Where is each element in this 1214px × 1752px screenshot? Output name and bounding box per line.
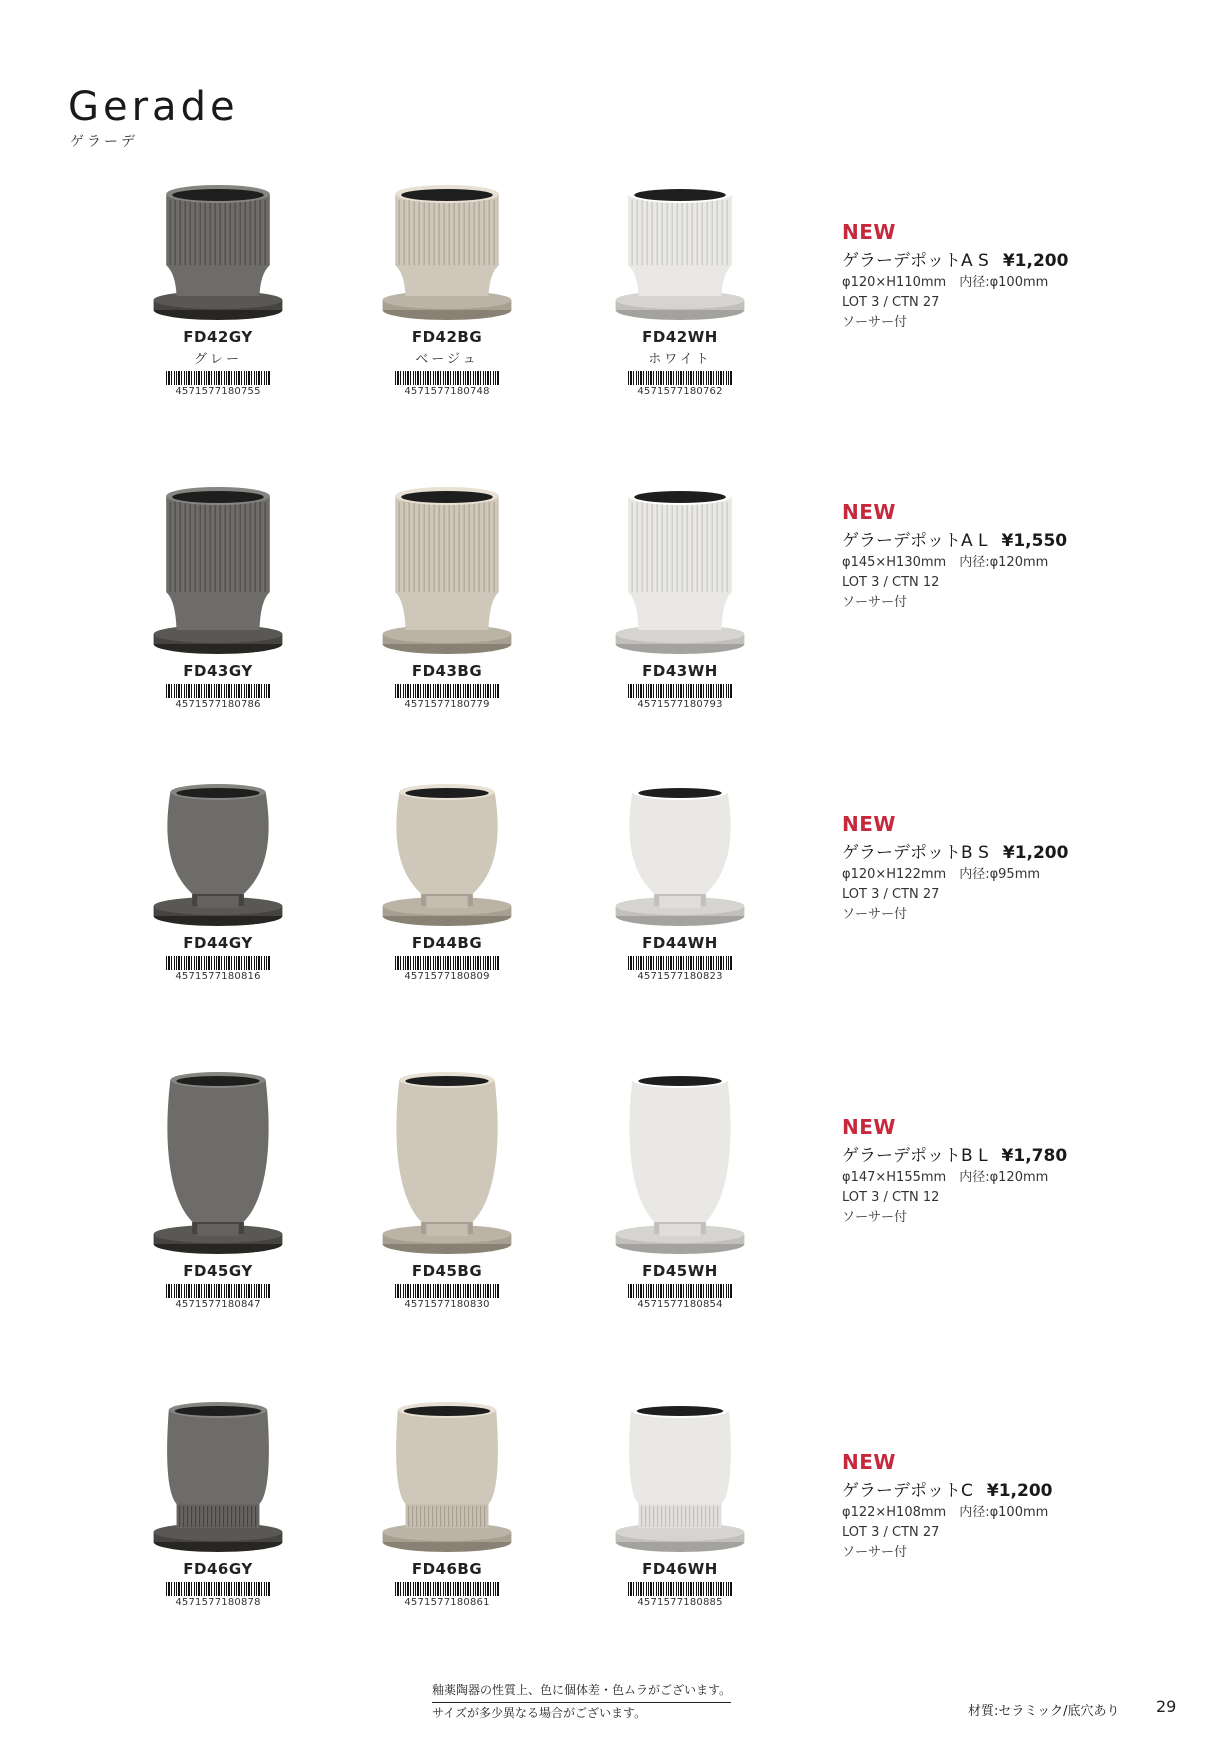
product-lot: LOT 3 / CTN 27 <box>842 1525 940 1540</box>
product-saucer: ソーサー付 <box>842 315 908 330</box>
pot-image <box>148 778 288 926</box>
product-code: FD44BG <box>411 934 483 952</box>
page-number: 29 <box>1156 1697 1177 1716</box>
product-code: FD44GY <box>183 934 253 952</box>
barcode <box>395 371 499 385</box>
jan-code: 4571577180755 <box>175 386 261 397</box>
product-name: ゲラーデポットA L <box>842 531 988 551</box>
product-name-line <box>842 526 1067 551</box>
note-size-variation: サイズが多少異なる場合がございます。 <box>432 1706 647 1720</box>
product-size: φ122×H108mm 内径:φ100mm <box>842 1505 1049 1520</box>
product-price: ¥1,200 <box>1002 251 1069 271</box>
product-spec <box>842 812 1068 923</box>
product-code: FD43WH <box>642 662 718 680</box>
product-item-fd46bg <box>372 1396 522 1608</box>
pot-image <box>148 1066 288 1254</box>
product-item-fd44wh <box>605 778 755 982</box>
pot-image <box>148 482 288 654</box>
barcode <box>628 956 732 970</box>
product-item-fd44gy <box>143 778 293 982</box>
product-spec <box>842 1450 1052 1561</box>
pot-image <box>610 1066 750 1254</box>
barcode <box>166 684 270 698</box>
product-item-fd42gy <box>143 180 293 397</box>
barcode <box>166 956 270 970</box>
barcode <box>395 684 499 698</box>
product-price: ¥1,780 <box>1001 1146 1068 1166</box>
product-item-fd46gy <box>143 1396 293 1608</box>
pot-image <box>377 778 517 926</box>
product-size: φ145×H130mm 内径:φ120mm <box>842 555 1049 570</box>
product-item-fd43gy <box>143 482 293 710</box>
product-spec <box>842 500 1067 611</box>
jan-code: 4571577180786 <box>175 699 261 710</box>
product-name-line <box>842 838 1068 863</box>
barcode <box>628 1284 732 1298</box>
product-item-fd45bg <box>372 1066 522 1310</box>
new-badge: NEW <box>842 1115 896 1139</box>
product-spec <box>842 220 1068 331</box>
product-lot: LOT 3 / CTN 27 <box>842 295 940 310</box>
new-badge: NEW <box>842 500 896 524</box>
jan-code: 4571577180878 <box>175 1597 261 1608</box>
product-code: FD43GY <box>183 662 253 680</box>
product-size: φ120×H110mm 内径:φ100mm <box>842 275 1049 290</box>
jan-code: 4571577180885 <box>637 1597 723 1608</box>
product-item-fd45gy <box>143 1066 293 1310</box>
color-name: ベージュ <box>415 352 479 367</box>
product-item-fd46wh <box>605 1396 755 1608</box>
jan-code: 4571577180793 <box>637 699 723 710</box>
product-item-fd44bg <box>372 778 522 982</box>
pot-image <box>377 1066 517 1254</box>
jan-code: 4571577180861 <box>404 1597 490 1608</box>
product-code: FD46WH <box>642 1560 718 1578</box>
product-code: FD46GY <box>183 1560 253 1578</box>
product-price: ¥1,550 <box>1001 531 1068 551</box>
barcode <box>395 1284 499 1298</box>
color-name: ホワイト <box>648 352 712 367</box>
page-title: Gerade <box>68 84 239 130</box>
product-saucer: ソーサー付 <box>842 595 908 610</box>
product-name-line <box>842 246 1068 271</box>
product-saucer: ソーサー付 <box>842 907 908 922</box>
page-subtitle: ゲラーデ <box>70 134 138 150</box>
product-spec <box>842 1115 1067 1226</box>
pot-image <box>377 180 517 320</box>
product-price: ¥1,200 <box>986 1481 1053 1501</box>
jan-code: 4571577180762 <box>637 386 723 397</box>
barcode <box>166 1582 270 1596</box>
pot-image <box>610 180 750 320</box>
jan-code: 4571577180847 <box>175 1299 261 1310</box>
jan-code: 4571577180816 <box>175 971 261 982</box>
pot-image <box>610 778 750 926</box>
product-code: FD42GY <box>183 328 253 346</box>
product-price: ¥1,200 <box>1002 843 1069 863</box>
product-code: FD45GY <box>183 1262 253 1280</box>
product-item-fd45wh <box>605 1066 755 1310</box>
product-saucer: ソーサー付 <box>842 1545 908 1560</box>
material-info: 材質:セラミック/底穴あり <box>968 1704 1120 1719</box>
barcode <box>628 1582 732 1596</box>
pot-image <box>148 180 288 320</box>
jan-code: 4571577180854 <box>637 1299 723 1310</box>
barcode <box>166 1284 270 1298</box>
product-size: φ147×H155mm 内径:φ120mm <box>842 1170 1049 1185</box>
product-name: ゲラーデポットC <box>842 1481 973 1501</box>
product-code: FD45BG <box>411 1262 483 1280</box>
new-badge: NEW <box>842 220 896 244</box>
new-badge: NEW <box>842 1450 896 1474</box>
barcode <box>166 371 270 385</box>
product-code: FD45WH <box>642 1262 718 1280</box>
color-name: グレー <box>193 352 242 367</box>
new-badge: NEW <box>842 812 896 836</box>
jan-code: 4571577180809 <box>404 971 490 982</box>
pot-image <box>377 1396 517 1552</box>
barcode <box>395 1582 499 1596</box>
pot-image <box>377 482 517 654</box>
product-code: FD42WH <box>642 328 718 346</box>
jan-code: 4571577180779 <box>404 699 490 710</box>
product-name-line <box>842 1476 1052 1501</box>
product-size: φ120×H122mm 内径:φ95mm <box>842 867 1041 882</box>
product-item-fd43wh <box>605 482 755 710</box>
barcode <box>628 684 732 698</box>
product-code: FD42BG <box>411 328 483 346</box>
product-name-line <box>842 1141 1067 1166</box>
note-color-variation: 釉薬陶器の性質上、色に個体差・色ムラがございます。 <box>432 1680 731 1703</box>
product-code: FD43BG <box>411 662 483 680</box>
barcode <box>628 371 732 385</box>
footer-notes <box>432 1680 731 1724</box>
product-code: FD44WH <box>642 934 718 952</box>
product-item-fd42bg <box>372 180 522 397</box>
product-saucer: ソーサー付 <box>842 1210 908 1225</box>
pot-image <box>610 1396 750 1552</box>
jan-code: 4571577180830 <box>404 1299 490 1310</box>
product-name: ゲラーデポットB L <box>842 1146 988 1166</box>
product-lot: LOT 3 / CTN 12 <box>842 1190 940 1205</box>
pot-image <box>148 1396 288 1552</box>
product-item-fd42wh <box>605 180 755 397</box>
product-item-fd43bg <box>372 482 522 710</box>
product-lot: LOT 3 / CTN 27 <box>842 887 940 902</box>
barcode <box>395 956 499 970</box>
product-name: ゲラーデポットB S <box>842 843 989 863</box>
jan-code: 4571577180748 <box>404 386 490 397</box>
product-lot: LOT 3 / CTN 12 <box>842 575 940 590</box>
product-name: ゲラーデポットA S <box>842 251 989 271</box>
pot-image <box>610 482 750 654</box>
jan-code: 4571577180823 <box>637 971 723 982</box>
product-code: FD46BG <box>411 1560 483 1578</box>
